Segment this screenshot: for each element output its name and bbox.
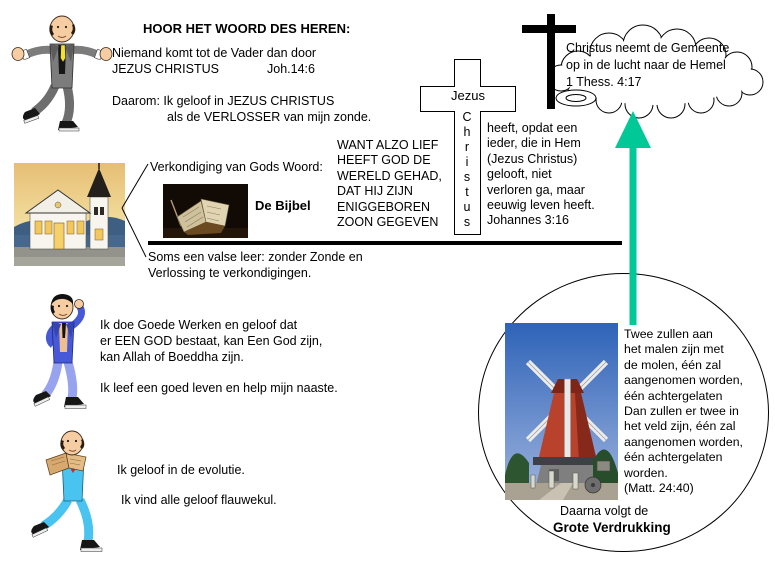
false-teaching-line2: Verlossing te verkondigingen. [148, 266, 312, 280]
preacher-clipart [5, 10, 115, 145]
rapture-line-3: aangenomen worden, [624, 373, 743, 388]
rapture-text-block [624, 327, 743, 496]
rapture-up-arrow [614, 110, 654, 326]
verse-right-3: gelooft, niet [487, 167, 552, 182]
verse-left-3: DAT HIJ ZIJN [337, 184, 413, 199]
goodworks-line-1: er EEN GOD bestaat, kan Een God zijn, [100, 334, 323, 348]
verse-right-5: eeuwig leven heeft. [487, 198, 595, 213]
verkondiging-label: Verkondiging van Gods Woord: [150, 160, 323, 174]
goodworks-line2: Ik leef een goed leven en help mijn naaste. [100, 381, 338, 395]
false-teaching-block [148, 249, 363, 281]
false-teaching-line1: Soms een valse leer: zonder Zonde en [148, 250, 363, 264]
bible-caption: De Bijbel [255, 198, 311, 213]
cross-letter-7: s [463, 215, 471, 229]
verse-right-0: heeft, opdat een [487, 121, 578, 135]
goodworks-line-0: Ik doe Goede Werken en geloof dat [100, 318, 298, 332]
verse-left-2: WERELD GEHAD, [337, 168, 442, 183]
john146-line1: Niemand komt tot de Vader dan door [112, 46, 317, 60]
cross-icon-bar [522, 25, 576, 33]
rapture-line-10: (Matt. 24:40) [624, 481, 694, 496]
john146-line2: JEZUS CHRISTUS [112, 61, 219, 76]
divider-line [148, 241, 622, 245]
verse-left-1: HEEFT GOD DE [337, 153, 431, 168]
cross-letter-5: t [465, 185, 469, 199]
church-photo [14, 163, 125, 266]
rapture-footer1: Daarna volgt de [560, 504, 649, 518]
cloud-line-2: 1 Thess. 4:17 [566, 74, 642, 89]
cross-letter-6: u [463, 200, 471, 214]
windmill-photo [505, 323, 618, 500]
cross-letter-3: i [465, 155, 469, 169]
rapture-footer2: Grote Verdrukking [553, 520, 671, 535]
page-title: HOOR HET WOORD DES HEREN: [143, 21, 351, 36]
rapture-line-5: Dan zullen er twee in [624, 404, 739, 419]
verse-left-5: ZOON GEGEVEN [337, 215, 439, 230]
bracket-lines [116, 160, 152, 260]
rapture-line-1: het malen zijn met [624, 342, 724, 357]
john146-ref: Joh.14:6 [267, 62, 315, 76]
verse-right-6: Johannes 3:16 [487, 213, 570, 228]
verse-left-0: WANT ALZO LIEF [337, 138, 439, 152]
goodworks-block [100, 317, 322, 365]
verse-right-4: verloren ga, maar [487, 182, 585, 197]
rapture-line-8: één achtergelaten [624, 450, 723, 465]
daarom-line1: Daarom: Ik geloof in JEZUS CHRISTUS [112, 94, 335, 108]
jesus-cross-label: Jezus [451, 88, 485, 103]
cross-letter-2: r [464, 140, 470, 154]
daarom-line2: als de VERLOSSER van mijn zonde. [167, 110, 372, 124]
cross-letter-4: s [463, 170, 471, 184]
rapture-line-0: Twee zullen aan [624, 327, 713, 341]
christus-vertical-letters [459, 110, 475, 230]
rapture-line-2: de molen, één zal [624, 357, 722, 372]
goodworks-line-2: kan Allah of Boeddha zijn. [100, 350, 244, 364]
evolution-man-clipart [30, 428, 112, 554]
rapture-line-6: het veld zijn, één zal [624, 419, 736, 434]
evolution-line1: Ik geloof in de evolutie. [117, 463, 245, 477]
cross-letter-0: C [462, 110, 472, 124]
verse-left-4: ENIGGEBOREN [337, 199, 431, 214]
cross-letter-1: h [463, 125, 471, 139]
evolution-line2: Ik vind alle geloof flauwekul. [121, 493, 277, 507]
cloud-text [566, 40, 729, 90]
rapture-line-9: worden. [624, 465, 668, 480]
verse-right-2: (Jezus Christus) [487, 151, 578, 166]
cloud-line-1: op in de lucht naar de Hemel [566, 57, 726, 72]
rapture-line-4: één achtergelaten [624, 388, 723, 403]
verse-right-1: ieder, die in Hem [487, 136, 581, 151]
open-bible-photo [163, 184, 248, 238]
cloud-line-0: Christus neemt de Gemeente [566, 41, 730, 55]
good-works-man-clipart [22, 292, 98, 414]
rapture-line-7: aangenomen worden, [624, 434, 743, 449]
